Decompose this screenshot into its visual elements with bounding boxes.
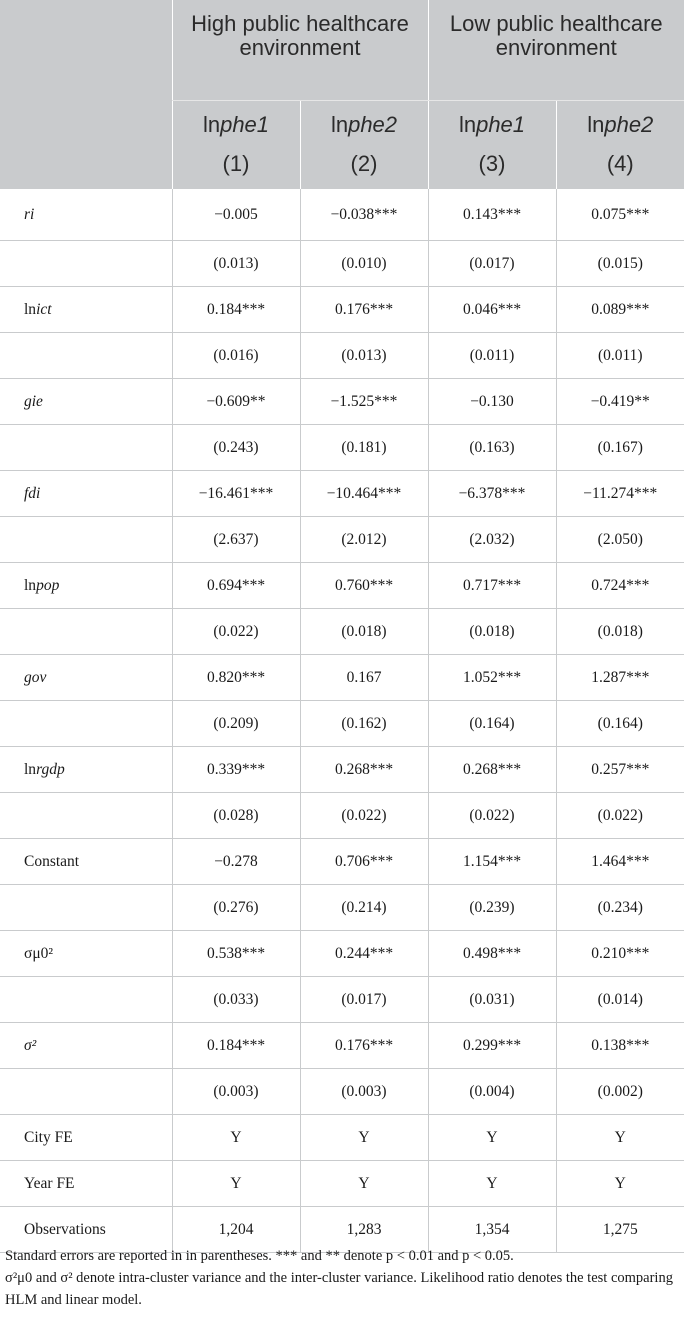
table-cell: (0.017) <box>428 241 556 287</box>
table-cell: 0.184*** <box>172 287 300 333</box>
row-label <box>0 1161 172 1207</box>
table-cell: Y <box>172 1161 300 1207</box>
column-var-2: lnphe2 <box>300 101 428 146</box>
table-row <box>0 517 684 563</box>
table-row <box>0 1023 684 1069</box>
table-cell: −1.525*** <box>300 379 428 425</box>
table-row <box>0 189 684 241</box>
table-row <box>0 1069 684 1115</box>
row-label-variable: ri <box>24 205 35 223</box>
table-cell: (0.018) <box>428 609 556 655</box>
table-cell: 0.210*** <box>556 931 684 977</box>
row-label <box>0 333 172 379</box>
table-cell: 0.143*** <box>428 189 556 241</box>
table-cell: 0.694*** <box>172 563 300 609</box>
table-cell: (0.018) <box>556 609 684 655</box>
table-cell: 0.176*** <box>300 1023 428 1069</box>
table-cell: −0.278 <box>172 839 300 885</box>
row-label-prefix: Observations <box>24 1220 106 1238</box>
table-cell: (0.167) <box>556 425 684 471</box>
column-number-2: (2) <box>300 145 428 189</box>
table-cell: −0.038*** <box>300 189 428 241</box>
table-cell: 0.339*** <box>172 747 300 793</box>
table-cell: (0.243) <box>172 425 300 471</box>
table-cell: (0.022) <box>172 609 300 655</box>
table-row <box>0 379 684 425</box>
row-label <box>0 701 172 747</box>
table-cell: 0.717*** <box>428 563 556 609</box>
table-cell: 0.176*** <box>300 287 428 333</box>
table-cell: (0.163) <box>428 425 556 471</box>
table-cell: 1.154*** <box>428 839 556 885</box>
table-cell: 1,275 <box>556 1207 684 1253</box>
table-cell: (0.022) <box>428 793 556 839</box>
row-label <box>0 287 172 333</box>
table-cell: (0.239) <box>428 885 556 931</box>
row-label <box>0 931 172 977</box>
table-row <box>0 563 684 609</box>
table-cell: (0.031) <box>428 977 556 1023</box>
table-row <box>0 839 684 885</box>
row-label <box>0 1069 172 1115</box>
column-var-3: lnphe1 <box>428 101 556 146</box>
table-cell: 0.538*** <box>172 931 300 977</box>
table-cell: −10.464*** <box>300 471 428 517</box>
table-cell: 0.299*** <box>428 1023 556 1069</box>
group-header-low: Low public healthcare environment <box>428 0 684 101</box>
table-row <box>0 931 684 977</box>
table-cell: 0.724*** <box>556 563 684 609</box>
table-cell: (0.018) <box>300 609 428 655</box>
table-cell: (0.013) <box>172 241 300 287</box>
table-cell: (2.012) <box>300 517 428 563</box>
table-cell: (0.164) <box>428 701 556 747</box>
table-row <box>0 977 684 1023</box>
table-cell: 0.184*** <box>172 1023 300 1069</box>
table-cell: 0.167 <box>300 655 428 701</box>
table-cell: (0.002) <box>556 1069 684 1115</box>
footnote-variance: σ²μ0 and σ² denote intra-cluster variance and the inter-cluster variance. Likelihood ratio denotes the test comparing HLM and linear model. <box>5 1270 673 1308</box>
table-cell: (0.015) <box>556 241 684 287</box>
row-label <box>0 563 172 609</box>
table-cell: −16.461*** <box>172 471 300 517</box>
header-corner <box>0 0 172 189</box>
table-cell: (2.637) <box>172 517 300 563</box>
row-label <box>0 655 172 701</box>
table-cell: Y <box>556 1161 684 1207</box>
table-cell: (0.003) <box>172 1069 300 1115</box>
row-label <box>0 977 172 1023</box>
table-cell: (0.014) <box>556 977 684 1023</box>
row-label-prefix: ln <box>24 300 37 318</box>
column-number-4: (4) <box>556 145 684 189</box>
table-cell: (0.013) <box>300 333 428 379</box>
table-cell: (2.032) <box>428 517 556 563</box>
table-cell: (0.209) <box>172 701 300 747</box>
row-label <box>0 189 172 241</box>
table-cell: (0.011) <box>556 333 684 379</box>
table-cell: (0.017) <box>300 977 428 1023</box>
row-label-variable: gov <box>24 668 47 686</box>
table-cell: 1,354 <box>428 1207 556 1253</box>
row-label-variable: rgdp <box>36 760 65 778</box>
row-label-variable: gie <box>24 392 43 410</box>
row-label-variable: fdi <box>24 484 41 502</box>
table-row <box>0 241 684 287</box>
table-cell: 0.046*** <box>428 287 556 333</box>
row-label <box>0 241 172 287</box>
row-label <box>0 839 172 885</box>
table-cell: (0.016) <box>172 333 300 379</box>
table-row <box>0 655 684 701</box>
table-cell: 0.268*** <box>428 747 556 793</box>
table-cell: (0.010) <box>300 241 428 287</box>
column-var-1: lnphe1 <box>172 101 300 146</box>
table-cell: 0.257*** <box>556 747 684 793</box>
row-label-prefix: City FE <box>24 1128 73 1146</box>
table-cell: (0.022) <box>556 793 684 839</box>
table-cell: (0.003) <box>300 1069 428 1115</box>
group-header-high: High public healthcare environment <box>172 0 428 101</box>
row-label <box>0 609 172 655</box>
table-cell: −0.419** <box>556 379 684 425</box>
table-header <box>0 0 684 189</box>
table-cell: 1.464*** <box>556 839 684 885</box>
table-cell: 1,204 <box>172 1207 300 1253</box>
column-number-1: (1) <box>172 145 300 189</box>
table-row <box>0 609 684 655</box>
table-cell: (0.214) <box>300 885 428 931</box>
table-cell: Y <box>428 1161 556 1207</box>
table-cell: 0.760*** <box>300 563 428 609</box>
table-row <box>0 885 684 931</box>
table-cell: −6.378*** <box>428 471 556 517</box>
table-cell: (0.181) <box>300 425 428 471</box>
table-cell: (0.234) <box>556 885 684 931</box>
table-row <box>0 793 684 839</box>
table-cell: (0.276) <box>172 885 300 931</box>
row-label <box>0 517 172 563</box>
column-var-4: lnphe2 <box>556 101 684 146</box>
table-cell: 0.706*** <box>300 839 428 885</box>
table-cell: −11.274*** <box>556 471 684 517</box>
table-cell: 0.089*** <box>556 287 684 333</box>
row-label <box>0 1023 172 1069</box>
row-label-variable: pop <box>36 576 60 594</box>
table-cell: 0.244*** <box>300 931 428 977</box>
table-cell: Y <box>300 1115 428 1161</box>
table-cell: (0.028) <box>172 793 300 839</box>
table-cell: −0.609** <box>172 379 300 425</box>
table-cell: 0.138*** <box>556 1023 684 1069</box>
table-row <box>0 701 684 747</box>
table-cell: 0.820*** <box>172 655 300 701</box>
table-cell: 0.075*** <box>556 189 684 241</box>
footnote-significance: Standard errors are reported in in parentheses. *** and ** denote p < 0.01 and p < 0.05. <box>5 1248 514 1264</box>
table-row <box>0 287 684 333</box>
row-label-variable: ict <box>36 300 52 318</box>
column-number-3: (3) <box>428 145 556 189</box>
table-row <box>0 1115 684 1161</box>
row-label-prefix: σμ0² <box>24 944 54 962</box>
table-cell: Y <box>556 1115 684 1161</box>
row-label <box>0 747 172 793</box>
row-label-prefix: ln <box>24 576 37 594</box>
table-cell: (0.011) <box>428 333 556 379</box>
row-label <box>0 379 172 425</box>
table-cell: (0.022) <box>300 793 428 839</box>
table-cell: −0.130 <box>428 379 556 425</box>
table-cell: Y <box>300 1161 428 1207</box>
row-label <box>0 885 172 931</box>
table-cell: 1.052*** <box>428 655 556 701</box>
row-label <box>0 425 172 471</box>
table-body <box>0 189 684 1253</box>
table-footnote <box>5 1245 681 1311</box>
table-row <box>0 1161 684 1207</box>
table-cell: 1.287*** <box>556 655 684 701</box>
table-row <box>0 747 684 793</box>
table-cell: Y <box>428 1115 556 1161</box>
row-label <box>0 1115 172 1161</box>
table-row <box>0 471 684 517</box>
table-cell: Y <box>172 1115 300 1161</box>
table-cell: (0.033) <box>172 977 300 1023</box>
table-cell: −0.005 <box>172 189 300 241</box>
table-cell: 0.498*** <box>428 931 556 977</box>
table-cell: (0.164) <box>556 701 684 747</box>
table-row <box>0 425 684 471</box>
table-cell: (2.050) <box>556 517 684 563</box>
table-row <box>0 333 684 379</box>
row-label-prefix: Year FE <box>24 1174 75 1192</box>
table-cell: (0.162) <box>300 701 428 747</box>
row-label <box>0 471 172 517</box>
row-label-prefix: ln <box>24 760 37 778</box>
table-cell: (0.004) <box>428 1069 556 1115</box>
row-label-prefix: Constant <box>24 852 80 870</box>
row-label-variable: σ² <box>24 1036 37 1054</box>
table-cell: 1,283 <box>300 1207 428 1253</box>
row-label <box>0 793 172 839</box>
table-cell: 0.268*** <box>300 747 428 793</box>
